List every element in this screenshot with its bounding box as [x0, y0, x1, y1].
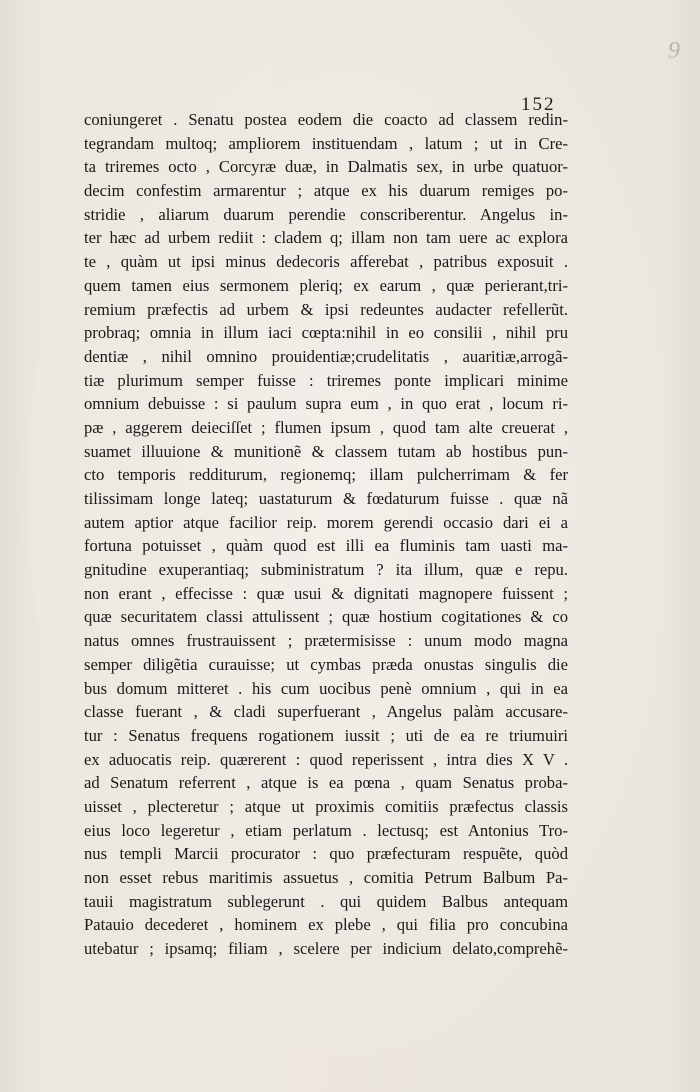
- text-line: tur : Senatus frequens rogationem iussit ; uti de ea re triumuiri: [84, 725, 568, 745]
- text-line: ta triremes octo , Corcyræ duæ, in Dalmatis sex, in urbe quatuor-: [84, 157, 568, 177]
- text-line: ex aduocatis reip. quærerent : quod reperissent , intra dies X V .: [84, 749, 568, 769]
- text-line: natus omnes frustrauissent ; prætermisisse : unum modo magna: [84, 631, 568, 651]
- text-line: classe fuerant , & cladi superfuerant , Angelus palàm accusare-: [84, 702, 568, 722]
- text-line: tilissimam longe lateq; uastaturum & fœdaturum fuisse . quæ nã: [84, 489, 568, 508]
- margin-pencil-mark: 9: [668, 38, 680, 64]
- text-line: omnium debuisse : si paulum supra eum , in quo erat , locum ri-: [84, 394, 568, 414]
- text-line: ter hæc ad urbem rediit : cladem q; illam non tam uere ac explora: [84, 228, 568, 248]
- text-line: decim confestim armarentur ; atque ex his duarum remiges po-: [84, 181, 568, 201]
- text-line: probraq; omnia in illum iaci cœpta:nihil in eo consilii , nihil pru: [84, 323, 568, 343]
- text-line: uisset , plecteretur ; atque ut proximis comitiis præfectus classis: [84, 796, 568, 816]
- text-line: autem aptior atque facilior reip. morem gerendi occasio dari ei a: [84, 512, 568, 532]
- text-line: te , quàm ut ipsi minus dedecoris afferebat , patribus exposuit .: [84, 252, 568, 272]
- text-line: non erant , effecisse : quæ usui & dignitati magnopere fuissent ;: [84, 583, 568, 603]
- text-line: remium præfectis ad urbem & ipsi redeuntes audacter refellerũt.: [84, 299, 568, 319]
- text-line: suamet illuuione & munitionẽ & classem tutam ab hostibus pun-: [84, 441, 568, 461]
- text-line: coniungeret . Senatu postea eodem die coacto ad classem redin-: [84, 110, 568, 129]
- text-line: nus templi Marcii procurator : quo præfecturam respuẽte, quòd: [84, 844, 568, 864]
- text-line: semper diligẽtia curauisse; ut cymbas præda onustas singulis die: [84, 654, 568, 674]
- text-line: tiæ plurimum semper fuisse : triremes ponte implicari minime: [84, 370, 568, 390]
- text-line: pæ , aggerem deieciſſet ; flumen ipsum , quod tam alte creuerat ,: [84, 417, 568, 437]
- text-line: tauii magistratum sublegerunt . qui quidem Balbus antequam: [84, 891, 568, 911]
- text-line: quæ securitatem classi attulissent ; quæ hostium cogitationes & co: [84, 607, 568, 627]
- text-line: quem tamen eius sermonem pleriq; ex earum , quæ perierant,tri-: [84, 275, 568, 295]
- text-line: gnitudine exuperantiaq; subministratum ? ita illum, quæ e repu.: [84, 560, 568, 580]
- text-line: stridie , aliarum duarum perendie conscriberentur. Angelus in-: [84, 204, 568, 224]
- text-line: ad Senatum referrent , atque is ea pœna , quam Senatus proba-: [84, 773, 568, 793]
- text-line: dentiæ , nihil omnino prouidentiæ;crudelitatis , auaritiæ,arrogã-: [84, 346, 568, 366]
- text-line: fortuna potuisset , quàm quod est illi ea fluminis tam uasti ma-: [84, 536, 568, 556]
- page-number: 152: [521, 94, 556, 115]
- text-line: bus domum mitteret . his cum uocibus penè omnium , qui in ea: [84, 678, 568, 698]
- text-line: Patauio decederet , hominem ex plebe , qui filia pro concubina: [84, 915, 568, 935]
- text-line: eius loco legeretur , etiam perlatum . lectusq; est Antonius Tro-: [84, 820, 568, 840]
- text-line: tegrandam multoq; ampliorem instituendam , latum ; ut in Cre-: [84, 133, 568, 153]
- text-line: utebatur ; ipsamq; filiam , scelere per indicium delato,comprehẽ-: [84, 939, 568, 959]
- text-line: cto temporis redditurum, regionemq; illam pulcherrimam & fer: [84, 465, 568, 485]
- text-block: [84, 108, 568, 961]
- text-line: non esset rebus maritimis assuetus , comitia Petrum Balbum Pa-: [84, 868, 568, 887]
